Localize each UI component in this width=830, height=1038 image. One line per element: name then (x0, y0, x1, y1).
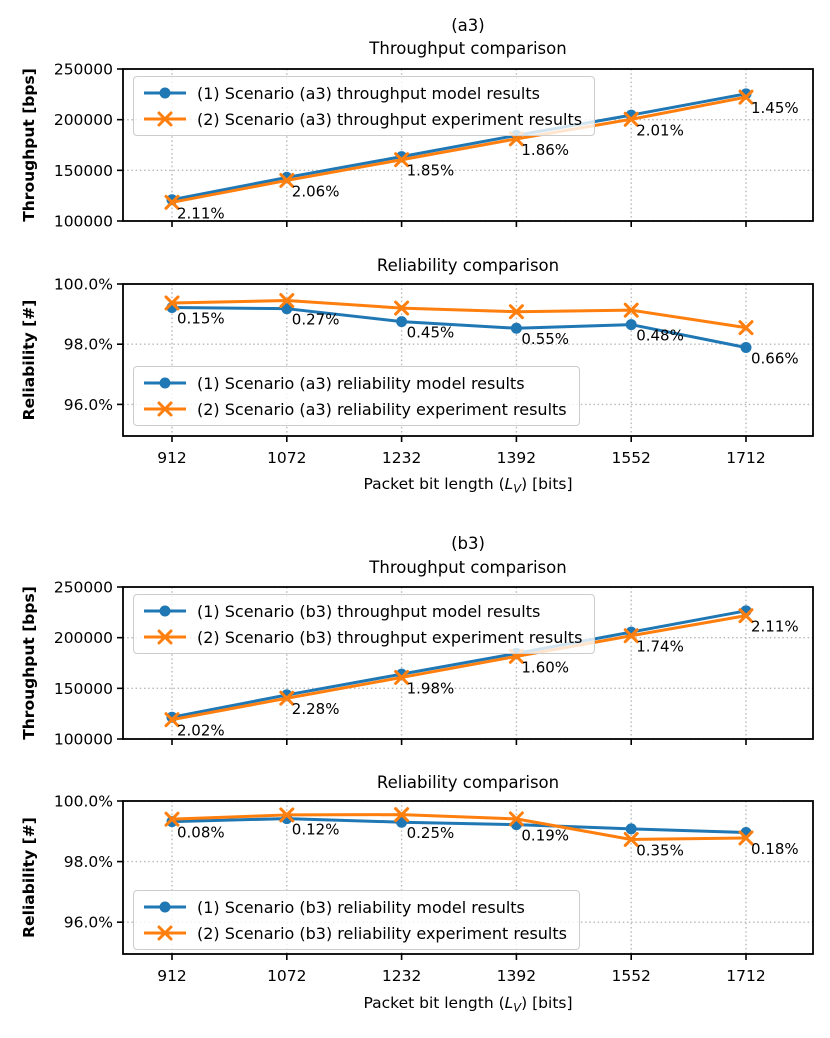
y-tick-label: 200000 (53, 111, 113, 130)
data-point-circle (396, 316, 407, 327)
x-tick-label: 1072 (267, 967, 307, 985)
legend-entry (142, 370, 567, 396)
legend-line-x-icon (142, 626, 188, 648)
annotation: 0.19% (521, 826, 570, 845)
y-tick-label: 200000 (53, 629, 113, 648)
y-tick-label: 98.0% (63, 853, 113, 872)
annotation: 2.01% (636, 121, 684, 140)
annotation: 1.98% (406, 679, 455, 698)
legend-label: (2) Scenario (b3) throughput experiment results (197, 627, 583, 647)
subplot-title: (a3) (451, 16, 485, 35)
legend-a3-reliability (133, 366, 580, 426)
y-tick-label: 100000 (53, 212, 113, 231)
subplot-title: (b3) (451, 534, 485, 553)
annotation: 2.06% (291, 182, 340, 201)
legend-entry (142, 624, 582, 650)
annotation: 0.27% (291, 310, 340, 329)
annotation: 1.85% (406, 161, 455, 180)
annotation: 2.28% (291, 700, 340, 719)
x-tick-label: 912 (157, 449, 187, 467)
x-tick-label: 1232 (381, 967, 422, 985)
legend-label: (1) Scenario (b3) throughput model results (197, 601, 541, 621)
y-tick-label: 150000 (53, 161, 113, 180)
data-point-circle (741, 342, 752, 353)
data-point-circle (626, 319, 637, 330)
y-tick-label: 100000 (53, 730, 113, 749)
legend-label: (1) Scenario (b3) reliability model results (197, 897, 525, 917)
y-tick-label: 250000 (53, 578, 113, 597)
y-axis-label: Throughput [bps] (20, 586, 38, 740)
legend-line-circle-icon (142, 896, 188, 918)
annotation: 0.08% (177, 823, 225, 842)
legend-line-x-icon (142, 922, 188, 944)
subplot-title: Throughput comparison (369, 39, 567, 58)
x-tick-label: 1552 (611, 449, 651, 467)
annotation: 0.25% (406, 824, 455, 843)
data-point-circle (511, 323, 522, 334)
subplot-title: Reliability comparison (376, 773, 560, 792)
annotation: 2.02% (177, 721, 225, 740)
x-axis-label: Packet bit length $(L_V)$ [bits] (363, 994, 573, 1015)
legend-label: (1) Scenario (a3) throughput model results (197, 83, 540, 103)
annotation: 2.11% (751, 617, 799, 636)
legend-label: (2) Scenario (a3) throughput experiment results (197, 109, 583, 129)
legend-line-x-icon (142, 108, 188, 130)
annotation: 1.86% (521, 140, 570, 159)
x-tick-label: 1712 (726, 449, 766, 467)
y-axis-label: Reliability [#] (20, 817, 38, 938)
y-tick-label: 98.0% (63, 335, 113, 354)
x-tick-label: 1392 (496, 449, 537, 467)
legend-entry (142, 598, 582, 624)
legend-entry (142, 920, 567, 946)
annotation: 0.12% (291, 820, 340, 839)
legend-b3-reliability (133, 890, 580, 950)
y-tick-label: 250000 (53, 60, 113, 79)
y-tick-label: 100.0% (53, 275, 113, 294)
legend-label: (2) Scenario (a3) reliability experiment results (197, 399, 567, 419)
legend-line-circle-icon (142, 372, 188, 394)
subplot-title: Throughput comparison (369, 558, 567, 577)
x-axis-label: Packet bit length $(L_V)$ [bits] (363, 475, 573, 496)
data-point-circle (626, 823, 637, 834)
y-axis-label: Throughput [bps] (20, 68, 38, 222)
y-tick-label: 100.0% (53, 792, 113, 811)
annotation: 0.18% (751, 839, 799, 858)
annotation: 0.15% (177, 309, 225, 328)
x-tick-label: 1552 (611, 967, 651, 985)
legend-b3-throughput (133, 594, 595, 654)
x-tick-label: 1712 (726, 967, 766, 985)
legend-entry (142, 894, 567, 920)
annotation: 1.60% (521, 658, 570, 677)
legend-entry (142, 80, 582, 106)
y-tick-label: 96.0% (63, 913, 113, 932)
y-axis-label: Reliability [#] (20, 299, 38, 421)
x-tick-label: 1232 (381, 449, 422, 467)
series-line-model (172, 819, 746, 833)
legend-a3-throughput (133, 76, 595, 136)
annotation: 0.66% (751, 349, 799, 368)
subplot-title: Reliability comparison (376, 256, 560, 275)
annotation: 1.74% (636, 637, 684, 656)
annotation: 2.11% (177, 204, 225, 223)
legend-entry (142, 106, 582, 132)
annotation: 0.45% (406, 323, 455, 342)
annotation: 0.48% (636, 326, 684, 345)
legend-label: (2) Scenario (b3) reliability experiment results (197, 923, 567, 943)
annotation: 1.45% (751, 99, 799, 118)
x-tick-label: 1072 (267, 449, 307, 467)
y-tick-label: 96.0% (63, 395, 113, 414)
legend-line-x-icon (142, 398, 188, 420)
legend-line-circle-icon (142, 82, 188, 104)
legend-line-circle-icon (142, 600, 188, 622)
annotation: 0.35% (636, 841, 684, 860)
y-tick-label: 150000 (53, 679, 113, 698)
x-tick-label: 912 (157, 967, 187, 985)
legend-label: (1) Scenario (a3) reliability model results (197, 373, 525, 393)
x-tick-label: 1392 (496, 967, 537, 985)
legend-entry (142, 396, 567, 422)
annotation: 0.55% (521, 330, 570, 349)
